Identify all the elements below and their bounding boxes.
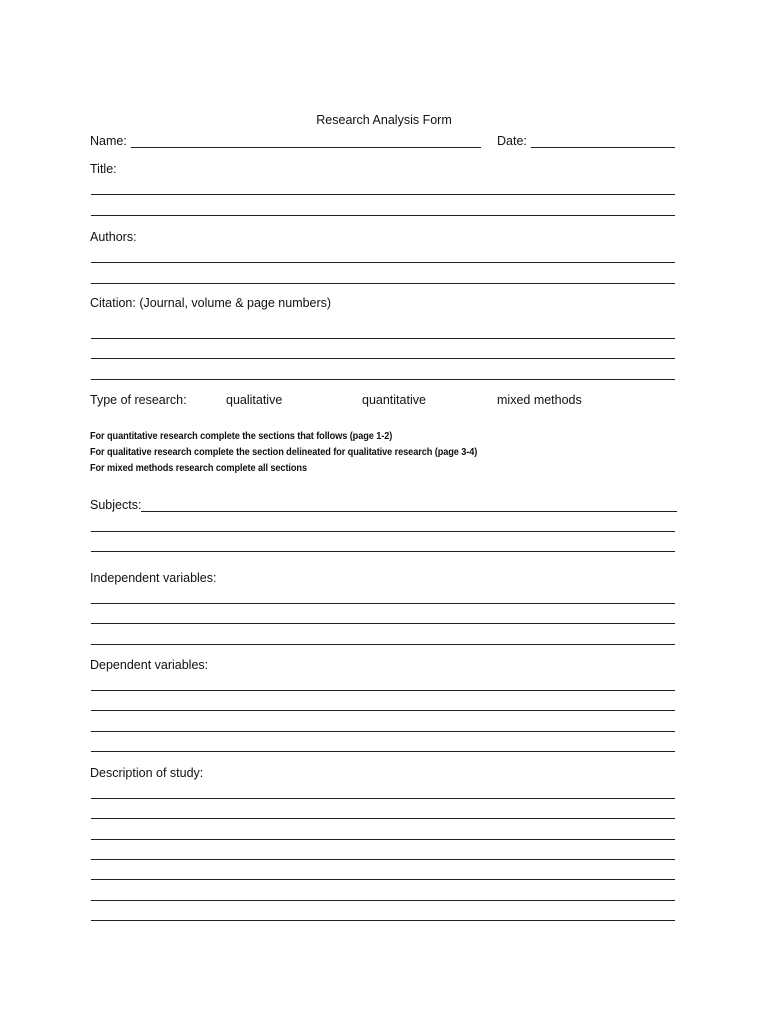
subjects-line-1[interactable] [141,511,677,512]
research-type-qualitative[interactable]: qualitative [226,393,283,407]
citation-line-3[interactable] [91,379,675,380]
name-label: Name: [90,134,127,148]
description-line-6[interactable] [91,900,675,901]
date-field[interactable] [531,147,675,148]
citation-label: Citation: (Journal, volume & page numbers) [90,296,332,310]
description-label: Description of study: [90,766,204,780]
research-type-quantitative[interactable]: quantitative [362,393,426,407]
description-line-1[interactable] [91,798,675,799]
instruction-quantitative: For quantitative research complete the sections that follows (page 1-2) [90,431,393,442]
research-type-label: Type of research: [90,393,187,407]
independent-line-1[interactable] [91,603,675,604]
form-title: Research Analysis Form [316,113,452,127]
dependent-line-3[interactable] [91,731,675,732]
title-line-2[interactable] [91,215,675,216]
citation-line-1[interactable] [91,338,675,339]
research-type-mixed-methods[interactable]: mixed methods [497,393,582,407]
dependent-line-4[interactable] [91,751,675,752]
authors-line-2[interactable] [91,283,675,284]
date-label: Date: [497,134,527,148]
citation-line-2[interactable] [91,358,675,359]
authors-label: Authors: [90,230,137,244]
instruction-qualitative: For qualitative research complete the section delineated for qualitative research (page 3-4) [90,447,478,458]
subjects-label: Subjects: [90,498,142,512]
description-line-5[interactable] [91,879,675,880]
independent-line-3[interactable] [91,644,675,645]
authors-line-1[interactable] [91,262,675,263]
dependent-line-1[interactable] [91,690,675,691]
dependent-line-2[interactable] [91,710,675,711]
name-field[interactable] [131,147,481,148]
subjects-line-3[interactable] [91,551,675,552]
title-label: Title: [90,162,117,176]
subjects-line-2[interactable] [91,531,675,532]
description-line-4[interactable] [91,859,675,860]
description-line-7[interactable] [91,920,675,921]
description-line-3[interactable] [91,839,675,840]
title-line-1[interactable] [91,194,675,195]
instruction-mixed-methods: For mixed methods research complete all sections [90,463,307,474]
independent-line-2[interactable] [91,623,675,624]
description-line-2[interactable] [91,818,675,819]
dependent-variables-label: Dependent variables: [90,658,209,672]
independent-variables-label: Independent variables: [90,571,217,585]
